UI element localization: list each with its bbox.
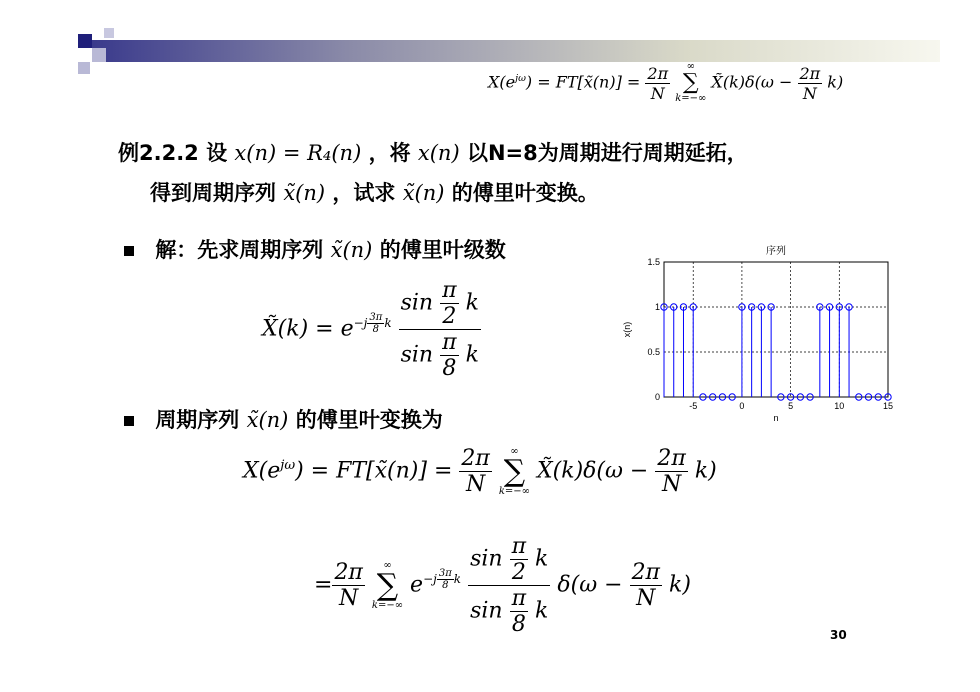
example-text-2a: 得到周期序列 xyxy=(150,181,276,205)
example-line-1 xyxy=(118,137,748,167)
y-tick-label: 0.5 xyxy=(647,347,660,357)
solution-text-1b: 的傅里叶级数 xyxy=(379,238,506,262)
header-formula: $X(e^{j\omega})$ = FT[x̃(n)] = $\frac{2\pi}{N}$ ∞ ∑ k=−∞ X̃(k)δ(ω − $\frac{2\pi}{N}$ k) xyxy=(488,61,844,104)
x-tick-label: 15 xyxy=(882,401,894,411)
example-text-2b: ，试求 xyxy=(332,181,396,205)
bullet-square-icon xyxy=(124,416,134,426)
x-tick-label: -5 xyxy=(689,401,698,411)
header-square-dark xyxy=(78,34,92,48)
fourier-series-formula: X̃(k) = $e^{-j \frac{3\pi}{8} k}$ sin $\frac{\pi}{2}$ k sin $\frac{\pi}{8}$ k xyxy=(262,278,479,381)
bullet-square-icon xyxy=(124,246,134,256)
example-line-2 xyxy=(150,177,599,207)
header-gradient-bar xyxy=(92,40,940,62)
page-number: 30 xyxy=(830,628,847,642)
header-square-light-2 xyxy=(78,62,90,74)
header-square-light xyxy=(92,48,106,62)
solution-formula-2: x̃(n) xyxy=(246,408,289,432)
y-axis-label: x(n) xyxy=(622,321,632,338)
solution-text-2a: 周期序列 xyxy=(155,408,240,432)
solution-text-1a: 解：先求周期序列 xyxy=(155,238,324,262)
solution-formula-1: x̃(n) xyxy=(330,238,373,262)
example-formula-3: x̃(n) xyxy=(283,181,326,205)
sequence-stem-plot xyxy=(612,240,902,430)
solution-bullet-2 xyxy=(124,404,443,434)
y-tick-label: 1.5 xyxy=(647,257,660,267)
header-square-small xyxy=(104,28,114,38)
x-tick-label: 5 xyxy=(788,401,794,411)
solution-text-2b: 的傅里叶变换为 xyxy=(295,408,443,432)
example-formula-4: x̃(n) xyxy=(402,181,445,205)
y-tick-label: 0 xyxy=(654,392,660,402)
x-tick-label: 10 xyxy=(834,401,845,411)
example-formula-2: x(n) xyxy=(417,141,460,165)
fourier-transform-formula: $X(e^{j\omega})$ = FT[x̃(n)] = $\frac{2\pi}{N}$ ∞ ∑ k=−∞ X̃(k)δ(ω − $\frac{2\pi}{N}$ k) xyxy=(243,445,717,497)
example-text-1b: ，将 xyxy=(368,141,411,165)
x-axis-label: n xyxy=(773,413,779,423)
fourier-transform-result: = $\frac{2\pi}{N}$ ∞ ∑ k=−∞ $e^{-j \frac{3\pi}{8} k}$ sin $\frac{\pi}{2}$ k sin $\frac{\pi}{8}$ k δ(ω − $\frac{2\pi}{N}$ k) xyxy=(314,534,691,637)
chart-title: 序列 xyxy=(766,246,786,257)
example-text-1c: 以N=8为周期进行周期延拓， xyxy=(466,141,748,165)
example-formula-1: x(n) = R₄(n) xyxy=(234,141,362,165)
x-tick-label: 0 xyxy=(739,401,745,411)
plot-frame xyxy=(664,262,888,397)
example-text-2c: 的傅里叶变换。 xyxy=(451,181,599,205)
example-label: 例2.2.2 设 xyxy=(118,141,228,165)
solution-bullet-1 xyxy=(124,234,506,264)
y-tick-label: 1 xyxy=(654,302,660,312)
